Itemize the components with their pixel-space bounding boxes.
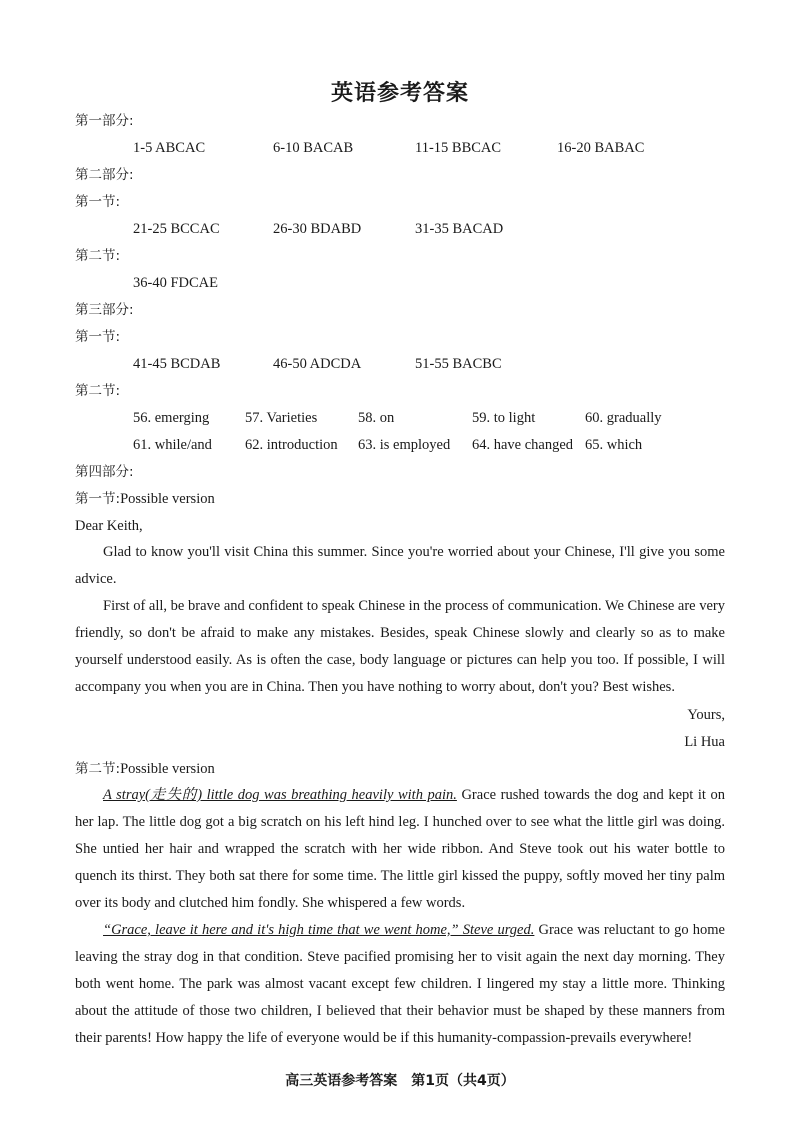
answer-group: 31-35 BACAD [415, 221, 504, 237]
given-sentence: “Grace, leave it here and it's high time that we went home,” Steve urged. [103, 922, 535, 938]
letter-signature: Li Hua [684, 734, 725, 750]
page-footer: 高三英语参考答案 第1页（共4页） [285, 1073, 515, 1089]
letter-closing: Yours, [687, 707, 725, 723]
answer-group: 41-45 BCDAB [133, 356, 221, 372]
part2-section1-label: 第一节: [75, 194, 121, 210]
letter-paragraph: Glad to know you'll visit China this summer. Since you're worried about your Chinese, I'll give you some advice. [75, 544, 725, 587]
fill-answer: 63. is employed [358, 437, 451, 453]
part4-section1-heading [75, 489, 215, 509]
essay-paragraph [75, 782, 725, 917]
part4-section2-label: 第二节: [75, 761, 121, 777]
fill-answer: 57. Varieties [245, 410, 318, 426]
answer-group: 21-25 BCCAC [133, 221, 220, 237]
answer-group: 1-5 ABCAC [133, 140, 206, 156]
fill-answer: 60. gradually [585, 410, 662, 426]
part4-label: 第四部分: [75, 464, 134, 480]
part3-section1-label: 第一节: [75, 329, 121, 345]
fill-answer: 65. which [585, 437, 643, 453]
page-title: 英语参考答案 [330, 81, 469, 106]
answer-group: 6-10 BACAB [273, 140, 354, 156]
answer-group: 16-20 BABAC [557, 140, 645, 156]
answer-group: 46-50 ADCDA [273, 356, 362, 372]
part1-label: 第一部分: [75, 113, 134, 129]
given-sentence: A stray(走失的) little dog was breathing heavily with pain. [103, 787, 457, 803]
part4-section2-heading [75, 759, 215, 779]
essay-text: Grace was reluctant to go home leaving the stray dog in that condition. Steve pacified promising her to visit again the next day morning. They both went home. The park was almost vacant except few children. I lingered my stay a little more. Thinking about the attitude of those two children, I believed that their behavior must be shaped by these manners from their parents! How happy the life of everyone would be if this humanity-compassion-prevails everywhere! [75, 922, 725, 1046]
part3-label: 第三部分: [75, 302, 134, 318]
fill-answer: 58. on [358, 410, 395, 426]
essay-text: Grace rushed towards the dog and kept it on her lap. The little dog got a big scratch on his left hind leg. I hunched over to see what the little girl was doing. She untied her hair and wrapped the scratch with her wide ribbon. And Steve took out his water bottle to quench its thirst. They both sat there for some time. The little girl kissed the puppy, softly moved her tiny palm over its body and clutched him fondly. She whispered a few words. [75, 787, 725, 911]
essay-paragraph [75, 917, 725, 1052]
fill-answer: 56. emerging [133, 410, 210, 426]
fill-answer: 61. while/and [133, 437, 212, 453]
answer-group: 36-40 FDCAE [133, 275, 218, 291]
answer-group: 26-30 BDABD [273, 221, 362, 237]
version-label: Possible version [120, 491, 215, 507]
part2-label: 第二部分: [75, 167, 134, 183]
part4-section1-label: 第一节: [75, 491, 121, 507]
version-label: Possible version [120, 761, 215, 777]
answer-group: 51-55 BACBC [415, 356, 502, 372]
part2-section2-label: 第二节: [75, 248, 121, 264]
part3-section2-label: 第二节: [75, 383, 121, 399]
fill-answer: 62. introduction [245, 437, 338, 453]
letter-greeting: Dear Keith, [75, 518, 143, 534]
answer-group: 11-15 BBCAC [415, 140, 502, 156]
letter-paragraph: First of all, be brave and confident to speak Chinese in the process of communication. We Chinese are very friendly, so don't be afraid to make any mistakes. Besides, speak Chinese slowly and clearly so as to make yourself understood easily. As is often the case, body language or pictures can help you too. If possible, I will accompany you when you are in China. Then you have nothing to worry about, don't you? Best wishes. [75, 598, 725, 695]
fill-answer: 64. have changed [472, 437, 574, 453]
fill-answer: 59. to light [472, 410, 536, 426]
